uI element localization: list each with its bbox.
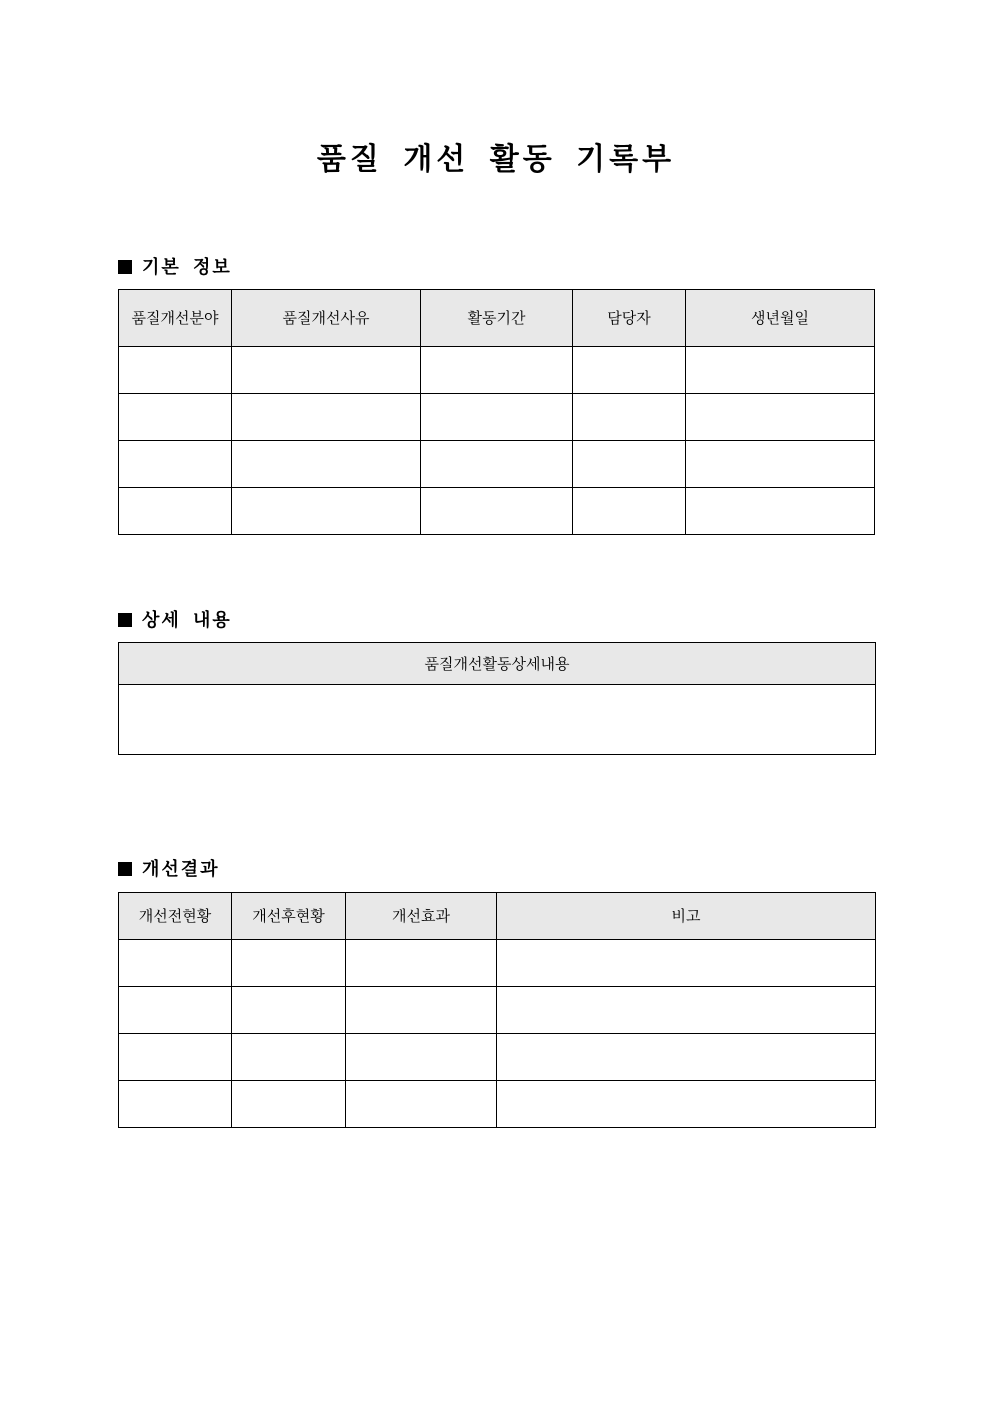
table-cell[interactable] [119, 347, 232, 394]
page-title: 품질 개선 활동 기록부 [316, 142, 676, 177]
table-cell[interactable] [346, 1081, 497, 1128]
column-header: 품질개선활동상세내용 [119, 643, 876, 685]
column-header: 개선후현황 [232, 893, 346, 940]
section-heading-text: 기본 정보 [142, 257, 232, 278]
table-cell[interactable] [119, 394, 232, 441]
table-cell[interactable] [421, 394, 573, 441]
column-header: 품질개선사유 [232, 290, 421, 347]
header-row [119, 290, 875, 347]
table-cell[interactable] [346, 940, 497, 987]
table-cell[interactable] [573, 441, 686, 488]
table-cell[interactable] [119, 940, 232, 987]
table-cell[interactable] [686, 441, 875, 488]
column-header: 비고 [497, 893, 876, 940]
column-header: 개선전현황 [119, 893, 232, 940]
table-cell[interactable] [119, 987, 232, 1034]
table-cell[interactable] [232, 347, 421, 394]
section-heading-text: 상세 내용 [142, 610, 232, 631]
result-table [118, 892, 876, 1128]
basic-info-table [118, 289, 875, 535]
table-row [119, 347, 875, 394]
section-heading-text: 개선결과 [142, 859, 220, 880]
column-header: 담당자 [573, 290, 686, 347]
table-cell[interactable] [232, 987, 346, 1034]
table-row [119, 1081, 876, 1128]
table-cell[interactable] [573, 394, 686, 441]
table-cell[interactable] [686, 394, 875, 441]
table-cell[interactable] [119, 685, 876, 755]
square-bullet-icon [118, 862, 132, 876]
table-cell[interactable] [497, 1034, 876, 1081]
detail-table [118, 642, 876, 755]
table-cell[interactable] [119, 1034, 232, 1081]
column-header: 생년월일 [686, 290, 875, 347]
section-heading-detail [118, 606, 232, 632]
table-cell[interactable] [686, 488, 875, 535]
table-cell[interactable] [497, 1081, 876, 1128]
table-cell[interactable] [686, 347, 875, 394]
header-row [119, 643, 876, 685]
table-cell[interactable] [497, 987, 876, 1034]
table-cell[interactable] [346, 1034, 497, 1081]
section-heading-basic [118, 253, 232, 279]
column-header: 품질개선분야 [119, 290, 232, 347]
table-row [119, 394, 875, 441]
table-cell[interactable] [232, 1081, 346, 1128]
section-heading-result [118, 855, 220, 881]
table-cell[interactable] [232, 488, 421, 535]
table-cell[interactable] [421, 347, 573, 394]
square-bullet-icon [118, 613, 132, 627]
table-cell[interactable] [346, 987, 497, 1034]
table-row [119, 940, 876, 987]
table-cell[interactable] [232, 1034, 346, 1081]
table-row [119, 685, 876, 755]
table-cell[interactable] [232, 394, 421, 441]
table-cell[interactable] [119, 1081, 232, 1128]
table-row [119, 441, 875, 488]
column-header: 개선효과 [346, 893, 497, 940]
table-cell[interactable] [119, 441, 232, 488]
table-cell[interactable] [573, 488, 686, 535]
table-cell[interactable] [421, 441, 573, 488]
table-row [119, 1034, 876, 1081]
square-bullet-icon [118, 260, 132, 274]
table-cell[interactable] [573, 347, 686, 394]
table-cell[interactable] [497, 940, 876, 987]
column-header: 활동기간 [421, 290, 573, 347]
table-row [119, 488, 875, 535]
table-cell[interactable] [119, 488, 232, 535]
header-row [119, 893, 876, 940]
table-cell[interactable] [232, 940, 346, 987]
table-cell[interactable] [421, 488, 573, 535]
table-cell[interactable] [232, 441, 421, 488]
table-row [119, 987, 876, 1034]
